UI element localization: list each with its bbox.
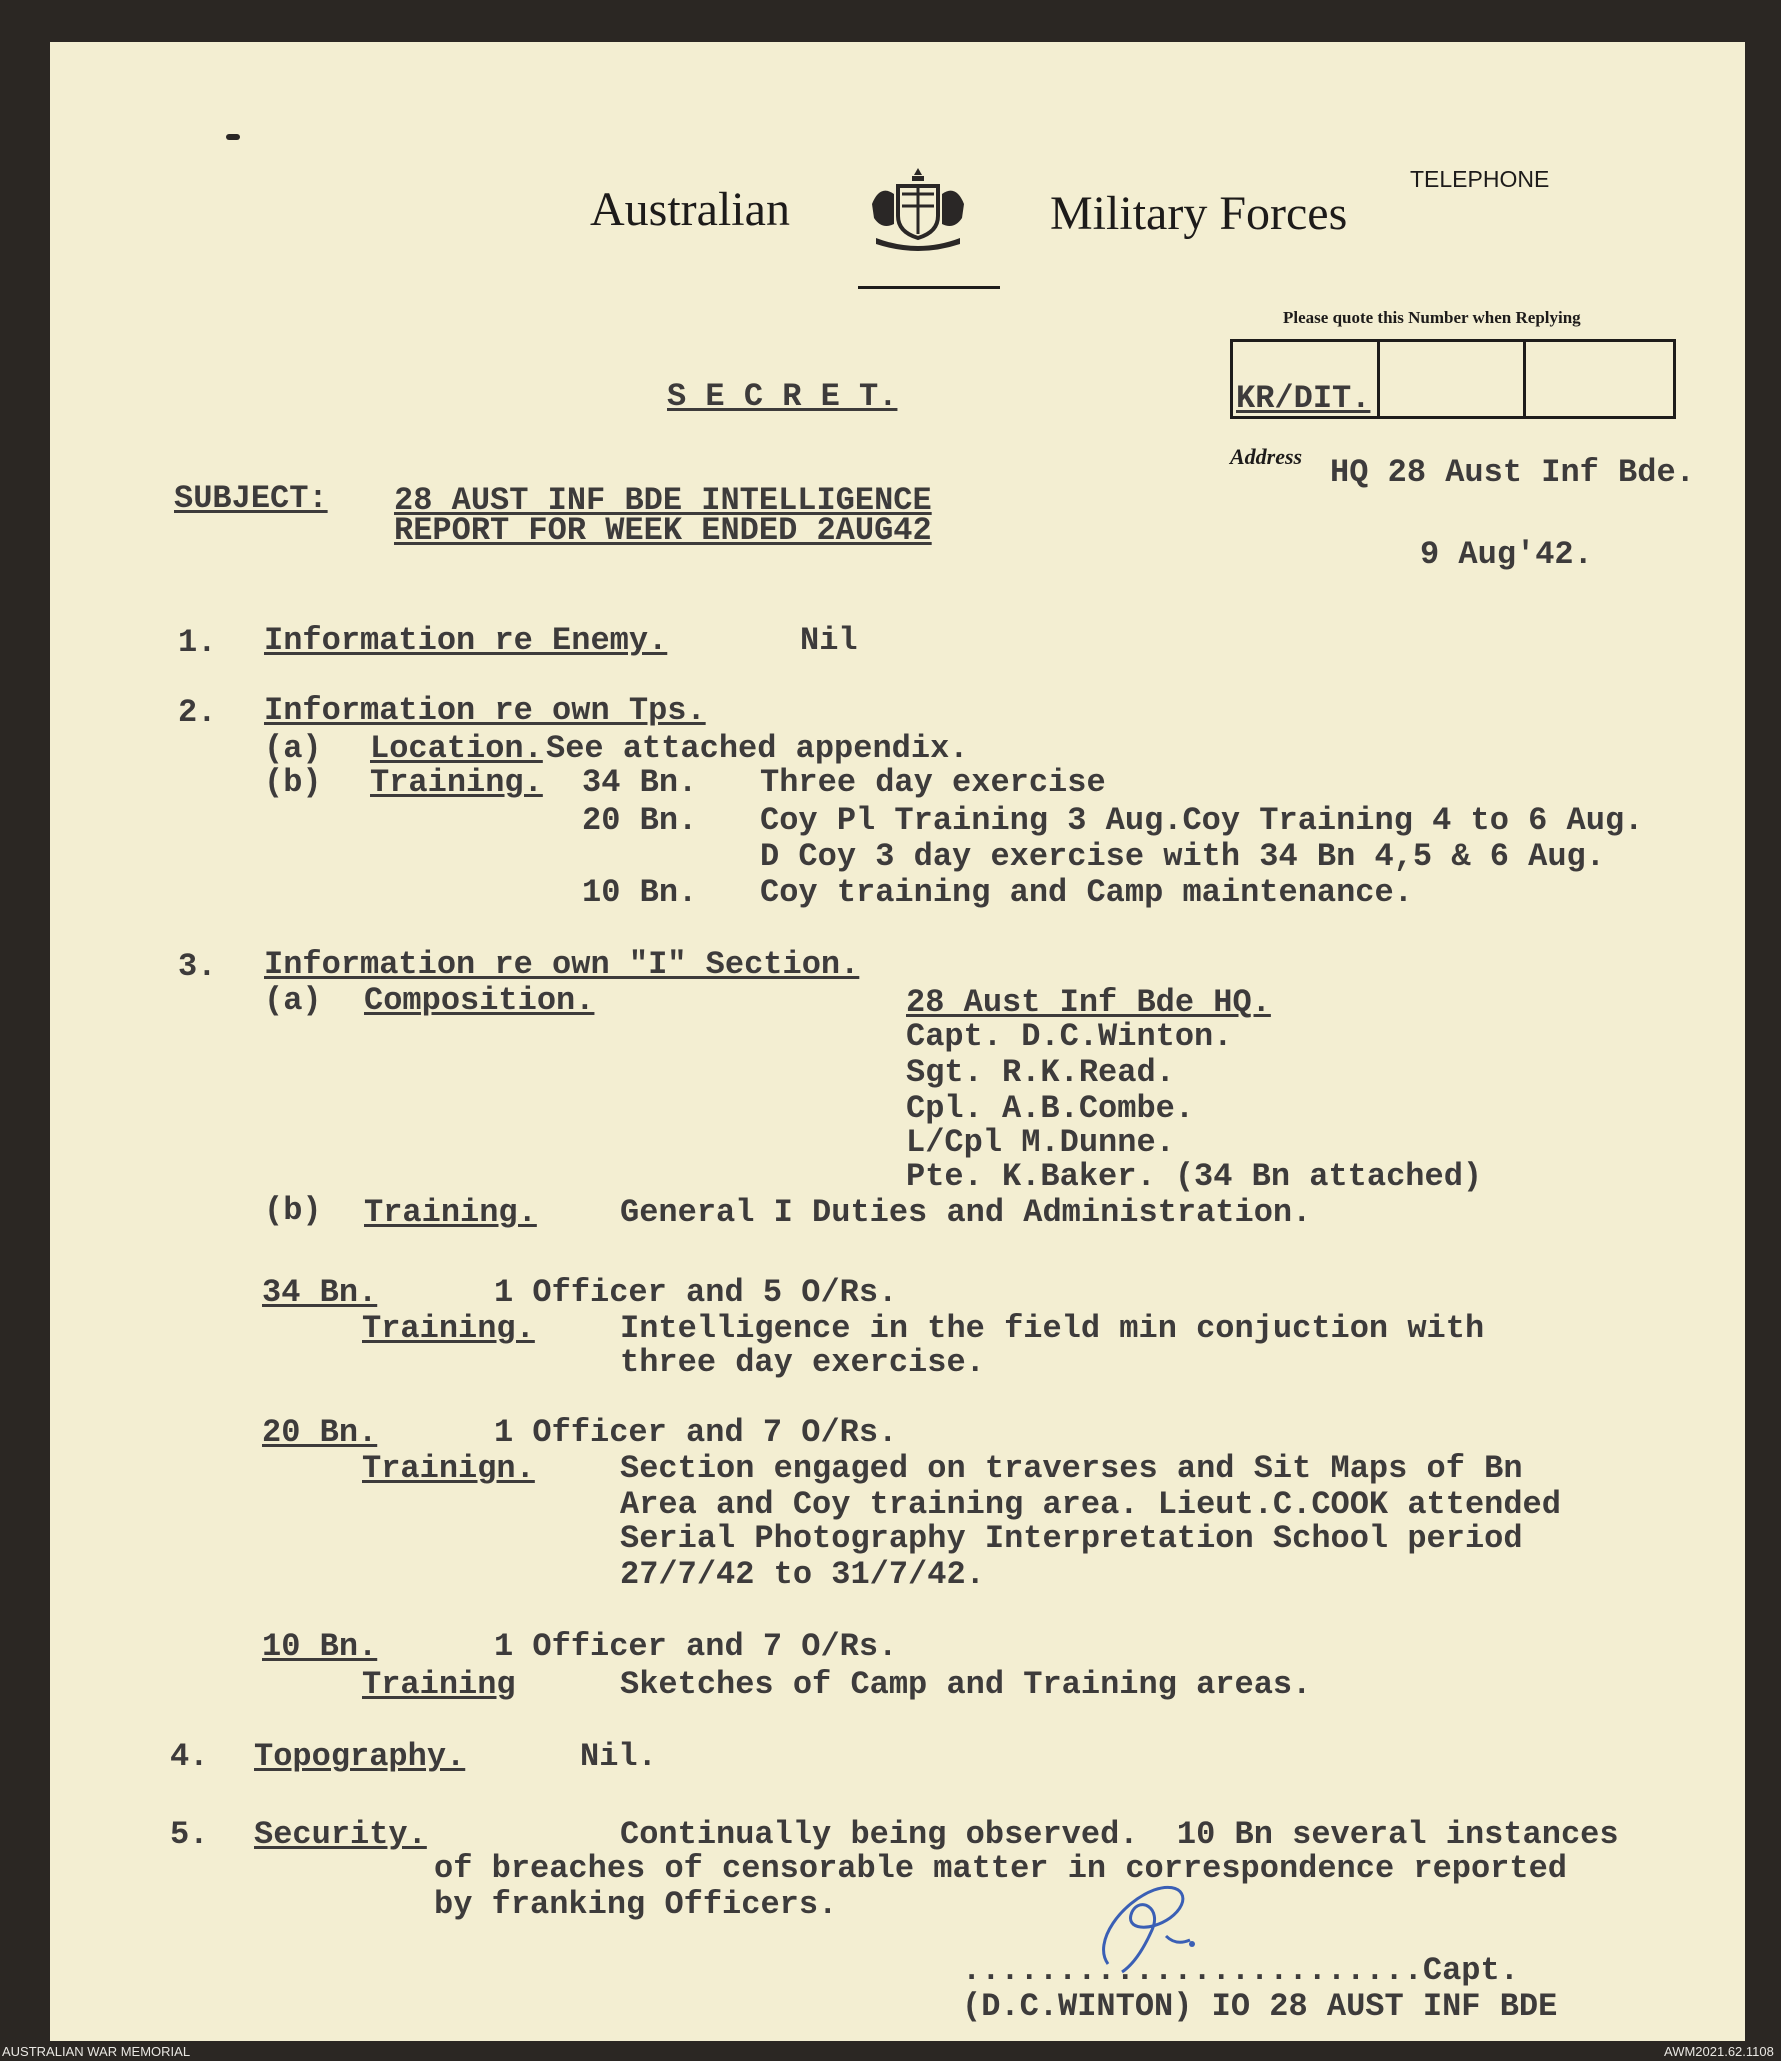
subject-label: SUBJECT:	[174, 480, 328, 517]
section-3a-label: (a)	[264, 982, 322, 1019]
section-2b-label: (b)	[264, 764, 322, 801]
training-row-unit: 10 Bn.	[582, 874, 698, 911]
address-label: Address	[1230, 444, 1303, 469]
section-5-number: 5.	[170, 1816, 209, 1853]
section-2a-title: Location.	[370, 730, 543, 767]
section-3b-text: General I Duties and Administration.	[620, 1194, 1312, 1231]
letterhead-rule	[858, 286, 1000, 289]
section-2a-text: See attached appendix.	[546, 730, 969, 767]
unit-training-line: Section engaged on traverses and Sit Maps of Bn	[620, 1450, 1523, 1487]
personnel-item: Cpl. A.B.Combe.	[906, 1090, 1195, 1127]
unit-training-line: Area and Coy training area. Lieut.C.COOK attended	[620, 1486, 1561, 1523]
section-2-number: 2.	[178, 694, 217, 731]
section-4-title: Topography.	[254, 1738, 466, 1775]
section-3-title: Information re own "I" Section.	[264, 946, 860, 983]
footer-right: AWM2021.62.1108	[1664, 2044, 1774, 2059]
personnel-item: Capt. D.C.Winton.	[906, 1018, 1233, 1055]
subject-line-2: REPORT FOR WEEK ENDED 2AUG42	[394, 512, 932, 549]
footer-left: AUSTRALIAN WAR MEMORIAL	[2, 2044, 191, 2059]
punch-mark	[226, 134, 240, 140]
unit-name: 10 Bn.	[262, 1628, 378, 1665]
section-1-number: 1.	[178, 624, 217, 661]
unit-name: 34 Bn.	[262, 1274, 378, 1311]
section-2a-label: (a)	[264, 730, 322, 767]
subject-line-1: 28 AUST INF BDE INTELLIGENCE	[394, 482, 932, 519]
unit-strength: 1 Officer and 7 O/Rs.	[494, 1628, 898, 1665]
letterhead-right-word: Military Forces	[1050, 187, 1348, 240]
letterhead-left-word: Australian	[590, 183, 790, 236]
unit-training-line: Intelligence in the field min conjuction with	[620, 1310, 1485, 1347]
section-3-number: 3.	[178, 948, 217, 985]
reference-code: KR/DIT.	[1236, 380, 1371, 417]
hq-title: 28 Aust Inf Bde HQ.	[906, 984, 1271, 1021]
document-page	[50, 42, 1745, 2041]
training-row-text: Coy training and Camp maintenance.	[760, 874, 1413, 911]
section-2-title: Information re own Tps.	[264, 692, 706, 729]
section-1-title: Information re Enemy.	[264, 622, 668, 659]
telephone-label: TELEPHONE	[1410, 166, 1550, 192]
section-5-line: by franking Officers.	[434, 1886, 838, 1923]
signature-dots-line: ........................Capt.	[962, 1952, 1519, 1989]
section-3b-label: (b)	[264, 1192, 322, 1229]
unit-training-line: three day exercise.	[620, 1344, 985, 1381]
unit-strength: 1 Officer and 5 O/Rs.	[494, 1274, 898, 1311]
section-1-value: Nil	[800, 622, 858, 659]
section-5-line: of breaches of censorable matter in correspondence reported	[434, 1850, 1567, 1887]
section-5-line: Continually being observed. 10 Bn several instances	[620, 1816, 1619, 1853]
training-row-text: D Coy 3 day exercise with 34 Bn 4,5 & 6 Aug.	[760, 838, 1605, 875]
personnel-item: Pte. K.Baker. (34 Bn attached)	[906, 1158, 1483, 1195]
section-4-number: 4.	[170, 1738, 209, 1775]
coat-of-arms-icon	[862, 164, 974, 254]
unit-training-label: Training	[362, 1666, 516, 1703]
personnel-item: L/Cpl M.Dunne.	[906, 1124, 1175, 1161]
section-3b-title: Training.	[364, 1194, 537, 1231]
unit-training-line: Sketches of Camp and Training areas.	[620, 1666, 1312, 1703]
section-2b-title: Training.	[370, 764, 543, 801]
unit-training-line: 27/7/42 to 31/7/42.	[620, 1556, 985, 1593]
document-date: 9 Aug'42.	[1420, 536, 1593, 573]
section-3a-title: Composition.	[364, 982, 595, 1019]
quote-number-note: Please quote this Number when Replying	[1283, 308, 1581, 327]
unit-training-label: Training.	[362, 1310, 535, 1347]
signature-name-line: (D.C.WINTON) IO 28 AUST INF BDE	[962, 1988, 1558, 2025]
unit-strength: 1 Officer and 7 O/Rs.	[494, 1414, 898, 1451]
training-row-text: Coy Pl Training 3 Aug.Coy Training 4 to 6 Aug.	[760, 802, 1644, 839]
training-row-text: Three day exercise	[760, 764, 1106, 801]
unit-training-line: Serial Photography Interpretation School period	[620, 1520, 1523, 1557]
section-5-title: Security.	[254, 1816, 427, 1853]
classification-marking: S E C R E T.	[667, 378, 898, 415]
section-4-value: Nil.	[580, 1738, 657, 1775]
training-row-unit: 20 Bn.	[582, 802, 698, 839]
unit-name: 20 Bn.	[262, 1414, 378, 1451]
unit-training-label: Trainign.	[362, 1450, 535, 1487]
personnel-item: Sgt. R.K.Read.	[906, 1054, 1175, 1091]
address-value: HQ 28 Aust Inf Bde.	[1330, 454, 1695, 491]
training-row-unit: 34 Bn.	[582, 764, 698, 801]
